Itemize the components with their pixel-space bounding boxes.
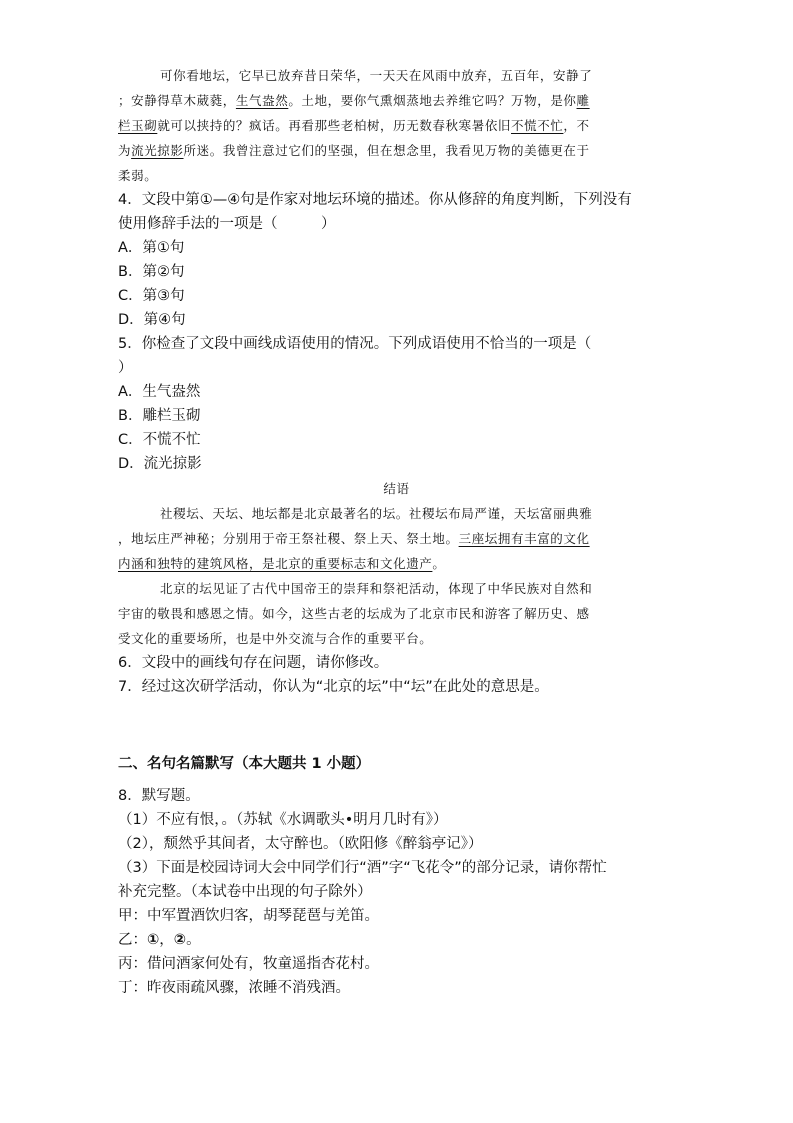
question-7: 7．经过这次研学活动，你认为“北京的坛”中“坛”在此处的意思是。 xyxy=(118,679,549,695)
conclusion-title: 结语 xyxy=(383,481,410,496)
conclusion-p1-line-1: 社稷坛、天坛、地坛都是北京最著名的坛。社稷坛布局严谨，天坛富丽典雅 xyxy=(160,506,593,521)
record-jia: 甲：中军置酒饮归客，胡琴琵琶与羌笛。 xyxy=(118,908,379,924)
question-5-stem-2: ） xyxy=(118,360,133,376)
conclusion-p2-line-1: 北京的坛见证了古代中国帝王的崇拜和祭祀活动，体现了中华民族对自然和 xyxy=(160,581,593,596)
text-segment: 就可以挟持的？疯话。再看那些老柏树，历无数春秋寒暑依旧 xyxy=(157,118,512,133)
underlined-idiom: 流光掠影 xyxy=(131,143,184,158)
q5-option-d[interactable]: D．流光掠影 xyxy=(118,456,202,472)
dictation-2: （2），颓然乎其间者，太守醉也。（欧阳修《醉翁亭记》） xyxy=(118,836,483,852)
q4-option-b[interactable]: B．第②句 xyxy=(118,264,185,280)
blank-marker-2: ② xyxy=(173,932,187,948)
passage-line-3 xyxy=(118,114,590,138)
text-segment: 。土地，要你气熏烟蒸地去养维它吗？万物，是你 xyxy=(288,93,577,108)
underlined-idiom: 不慌不忙 xyxy=(511,118,564,133)
record-bing: 丙：借问酒家何处有，牧童遥指杏花村。 xyxy=(118,956,379,972)
conclusion-p1-line-2 xyxy=(118,527,590,551)
q4-option-c[interactable]: C．第③句 xyxy=(118,288,185,304)
record-ding: 丁：昨夜雨疏风骤，浓睡不消残酒。 xyxy=(118,980,350,996)
question-4-stem-2: 使用修辞手法的一项是（ ） xyxy=(118,216,336,232)
question-5-stem-1: 5．你检查了文段中画线成语使用的情况。下列成语使用不恰当的一项是（ xyxy=(118,336,592,352)
text-segment: ， xyxy=(159,932,174,948)
underlined-sentence: 内涵和独特的建筑风格，是北京的重要标志和文化遗产 xyxy=(118,556,433,571)
blank-marker-1: ① xyxy=(147,932,160,948)
text-segment: ，地坛庄严神秘；分别用于帝王祭社稷、祭上天、祭土地。 xyxy=(118,531,459,546)
passage-line-1: 可你看地坛，它早已放弃昔日荣华，一天天在风雨中放弃，五百年，安静了 xyxy=(160,68,593,83)
dictation-3-line-1: （3）下面是校园诗词大会中同学们行“酒”字“飞花令”的部分记录，请你帮忙 xyxy=(118,860,607,876)
text-segment: 。 xyxy=(186,932,201,948)
underlined-idiom: 生气盎然 xyxy=(235,93,289,108)
text-segment: 为 xyxy=(118,143,132,158)
conclusion-p2-line-2: 宇宙的敬畏和感恩之情。如今，这些古老的坛成为了北京市民和游客了解历史、感 xyxy=(118,606,590,621)
underlined-sentence: 三座坛拥有丰富的文化 xyxy=(458,531,590,546)
q4-option-d[interactable]: D．第④句 xyxy=(118,312,186,328)
question-6: 6．文段中的画线句存在问题，请你修改。 xyxy=(118,655,389,671)
passage-line-5: 柔弱。 xyxy=(118,168,158,183)
text-segment: 所迷。我曾注意过它们的坚强，但在想念里，我看见万物的美德更在于 xyxy=(183,143,590,158)
text-segment: ，不 xyxy=(563,118,590,133)
section-2-heading: 二、名句名篇默写（本大题共 1 小题） xyxy=(118,756,371,772)
q5-option-b[interactable]: B．雕栏玉砌 xyxy=(118,408,201,424)
text-segment: 。 xyxy=(432,556,446,571)
q5-option-c[interactable]: C．不慌不忙 xyxy=(118,432,201,448)
dictation-3-line-2: 补充完整。（本试卷中出现的句子除外） xyxy=(118,884,372,900)
q5-option-a[interactable]: A．生气盎然 xyxy=(118,384,201,400)
conclusion-p2-line-3: 受文化的重要场所，也是中外交流与合作的重要平台。 xyxy=(118,631,433,646)
underlined-idiom: 雕 xyxy=(576,93,590,108)
text-segment: 乙： xyxy=(118,932,147,948)
passage-line-2 xyxy=(118,89,590,113)
text-segment: ；安静得草木葳蕤， xyxy=(118,93,236,108)
underlined-idiom: 栏玉砌 xyxy=(118,118,158,133)
question-4-stem-1: 4．文段中第①—④句是作家对地坛环境的描述。你从修辞的角度判断，下列没有 xyxy=(118,192,632,208)
q4-option-a[interactable]: A．第①句 xyxy=(118,240,185,256)
question-8: 8．默写题。 xyxy=(118,788,200,804)
record-yi xyxy=(118,928,201,952)
conclusion-p1-line-3 xyxy=(118,552,446,576)
passage-line-4 xyxy=(118,139,590,163)
dictation-1: （1）不应有恨，。（苏轼《水调歌头•明月几时有》） xyxy=(118,812,448,828)
